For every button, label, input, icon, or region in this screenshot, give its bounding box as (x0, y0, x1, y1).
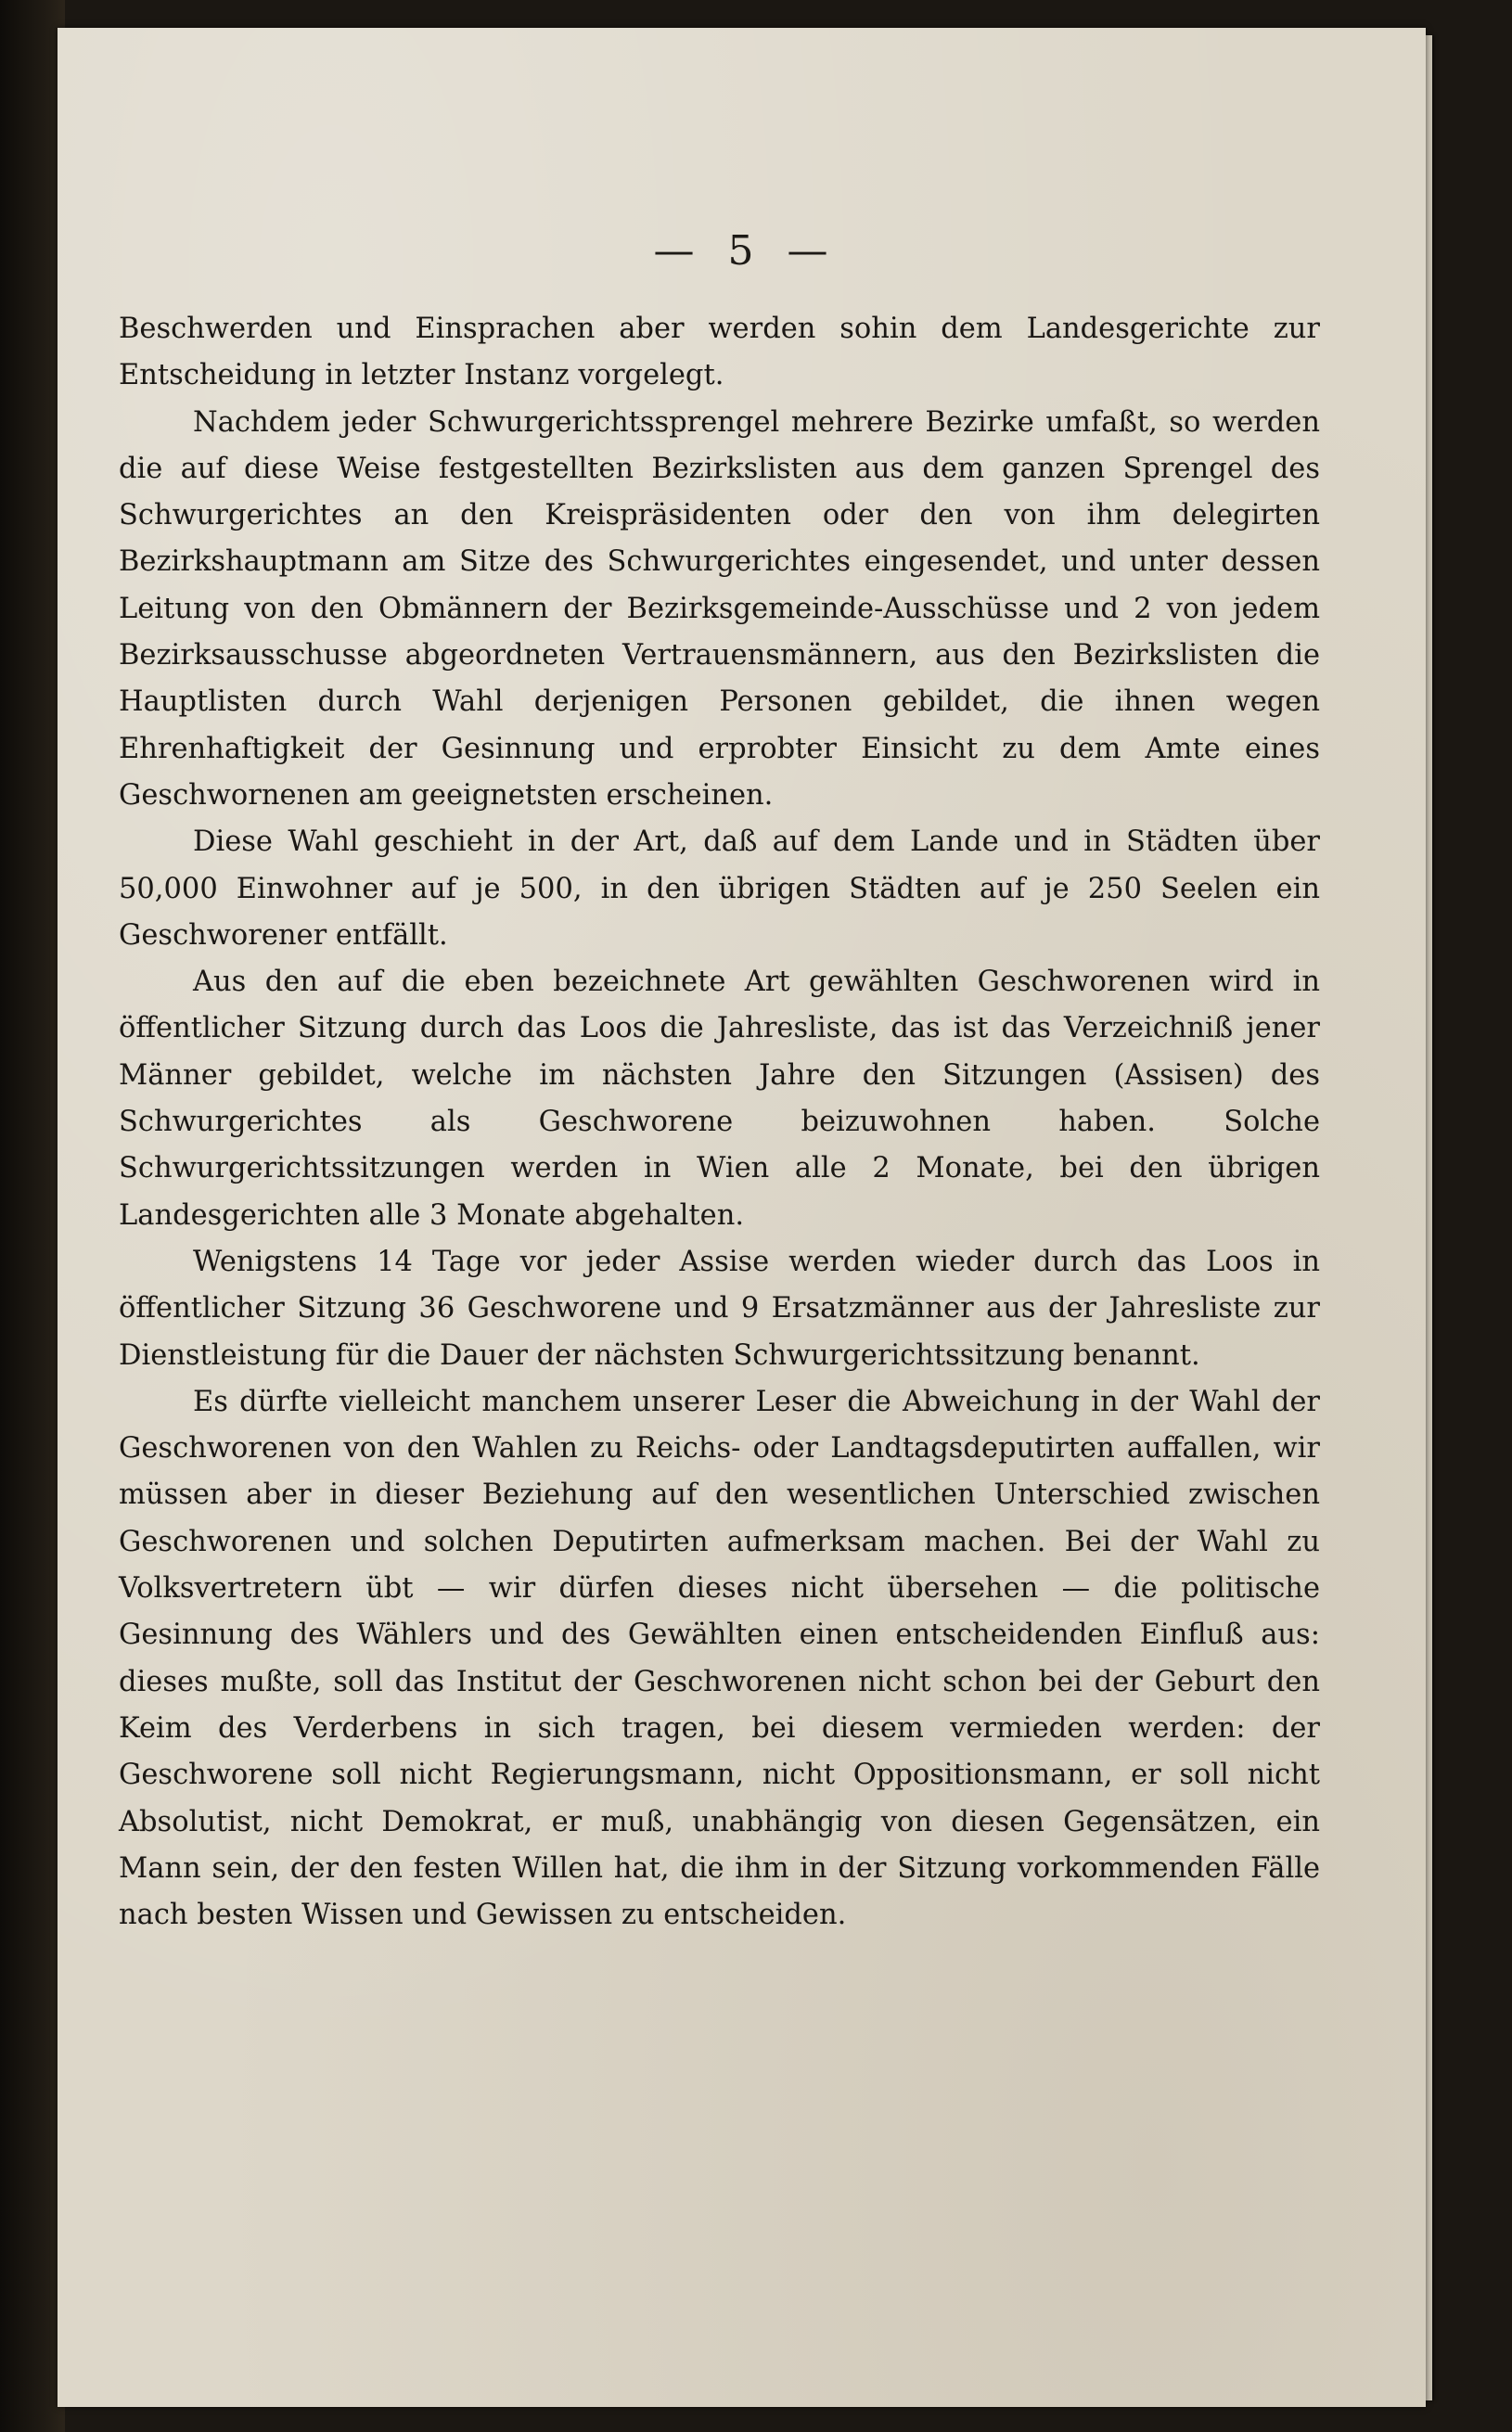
paragraph-2: Nachdem jeder Schwurgerichtssprengel mehrere Bezirke umfaßt, so werden die auf diese Weise festgestellten Bezirkslisten aus dem ganzen Sprengel des Schwurgerichtes an den Kreispräsidenten oder den von ihm delegirten Bezirkshauptmann am Sitze des Schwurgerichtes eingesendet, und unter dessen Leitung von den Obmännern der Bezirksgemeinde-Ausschüsse und 2 von jedem Bezirksausschusse abgeordneten Vertrauensmännern, aus den Bezirkslisten die Hauptlisten durch Wahl derjenigen Personen gebildet, die ihnen wegen Ehrenhaftigkeit der Gesinnung und erprobter Einsicht zu dem Amte eines Geschwornenen am geeignetsten erscheinen. (119, 405, 1320, 812)
paragraph-1: Beschwerden und Einsprachen aber werden sohin dem Landesgerichte zur Entscheidung in letzter Instanz vorgelegt. (119, 313, 1320, 392)
paragraph-3: Diese Wahl geschieht in der Art, daß auf dem Lande und in Städten über 50,000 Einwohner auf je 500, in den übrigen Städten auf je 250 Seelen ein Geschworener entfällt. (119, 826, 1320, 952)
paragraph-6: Es dürfte vielleicht manchem unserer Leser die Abweichung in der Wahl der Geschworenen von den Wahlen zu Reichs- oder Landtagsdeputirten auffallen, wir müssen aber in dieser Beziehung auf den wesentlichen Unterschied zwischen Geschworenen und solchen Deputirten aufmerksam machen. Bei der Wahl zu Volksvertretern übt — wir dürfen dieses nicht übersehen — die politische Gesinnung des Wählers und des Gewählten einen entscheidenden Einfluß aus: dieses mußte, soll das Institut der Geschworenen nicht schon bei der Geburt den Keim des Verderbens in sich tragen, bei diesem vermieden werden: der Geschworene soll nicht Regierungsmann, nicht Oppositionsmann, er soll nicht Absolutist, nicht Demokrat, er muß, unabhängig von diesen Gegensätzen, ein Mann sein, der den festen Willen hat, die ihm in der Sitzung vorkommenden Fälle nach besten Wissen und Gewissen zu entscheiden. (119, 1385, 1320, 1932)
page-number: — 5 — (653, 227, 830, 275)
book-spine-shadow (0, 0, 65, 2432)
paragraph-4: Aus den auf die eben bezeichnete Art gewählten Geschworenen wird in öffentlicher Sitzung durch das Loos die Jahresliste, das ist das Verzeichniß jener Männer gebildet, welche im nächsten Jahre den Sitzungen (Assisen) des Schwurgerichtes als Geschworene beizuwohnen haben. Solche Schwurgerichtssitzungen werden in Wien alle 2 Monate, bei den übrigen Landesgerichten alle 3 Monate abgehalten. (119, 966, 1320, 1232)
body-text (119, 306, 1320, 1939)
paragraph-5: Wenigstens 14 Tage vor jeder Assise werden wieder durch das Loos in öffentlicher Sitzung 36 Geschworene und 9 Ersatzmänner aus der Jahresliste zur Dienstleistung für die Dauer der nächsten Schwurgerichtssitzung benannt. (119, 1245, 1320, 1372)
book-page (58, 28, 1426, 2407)
